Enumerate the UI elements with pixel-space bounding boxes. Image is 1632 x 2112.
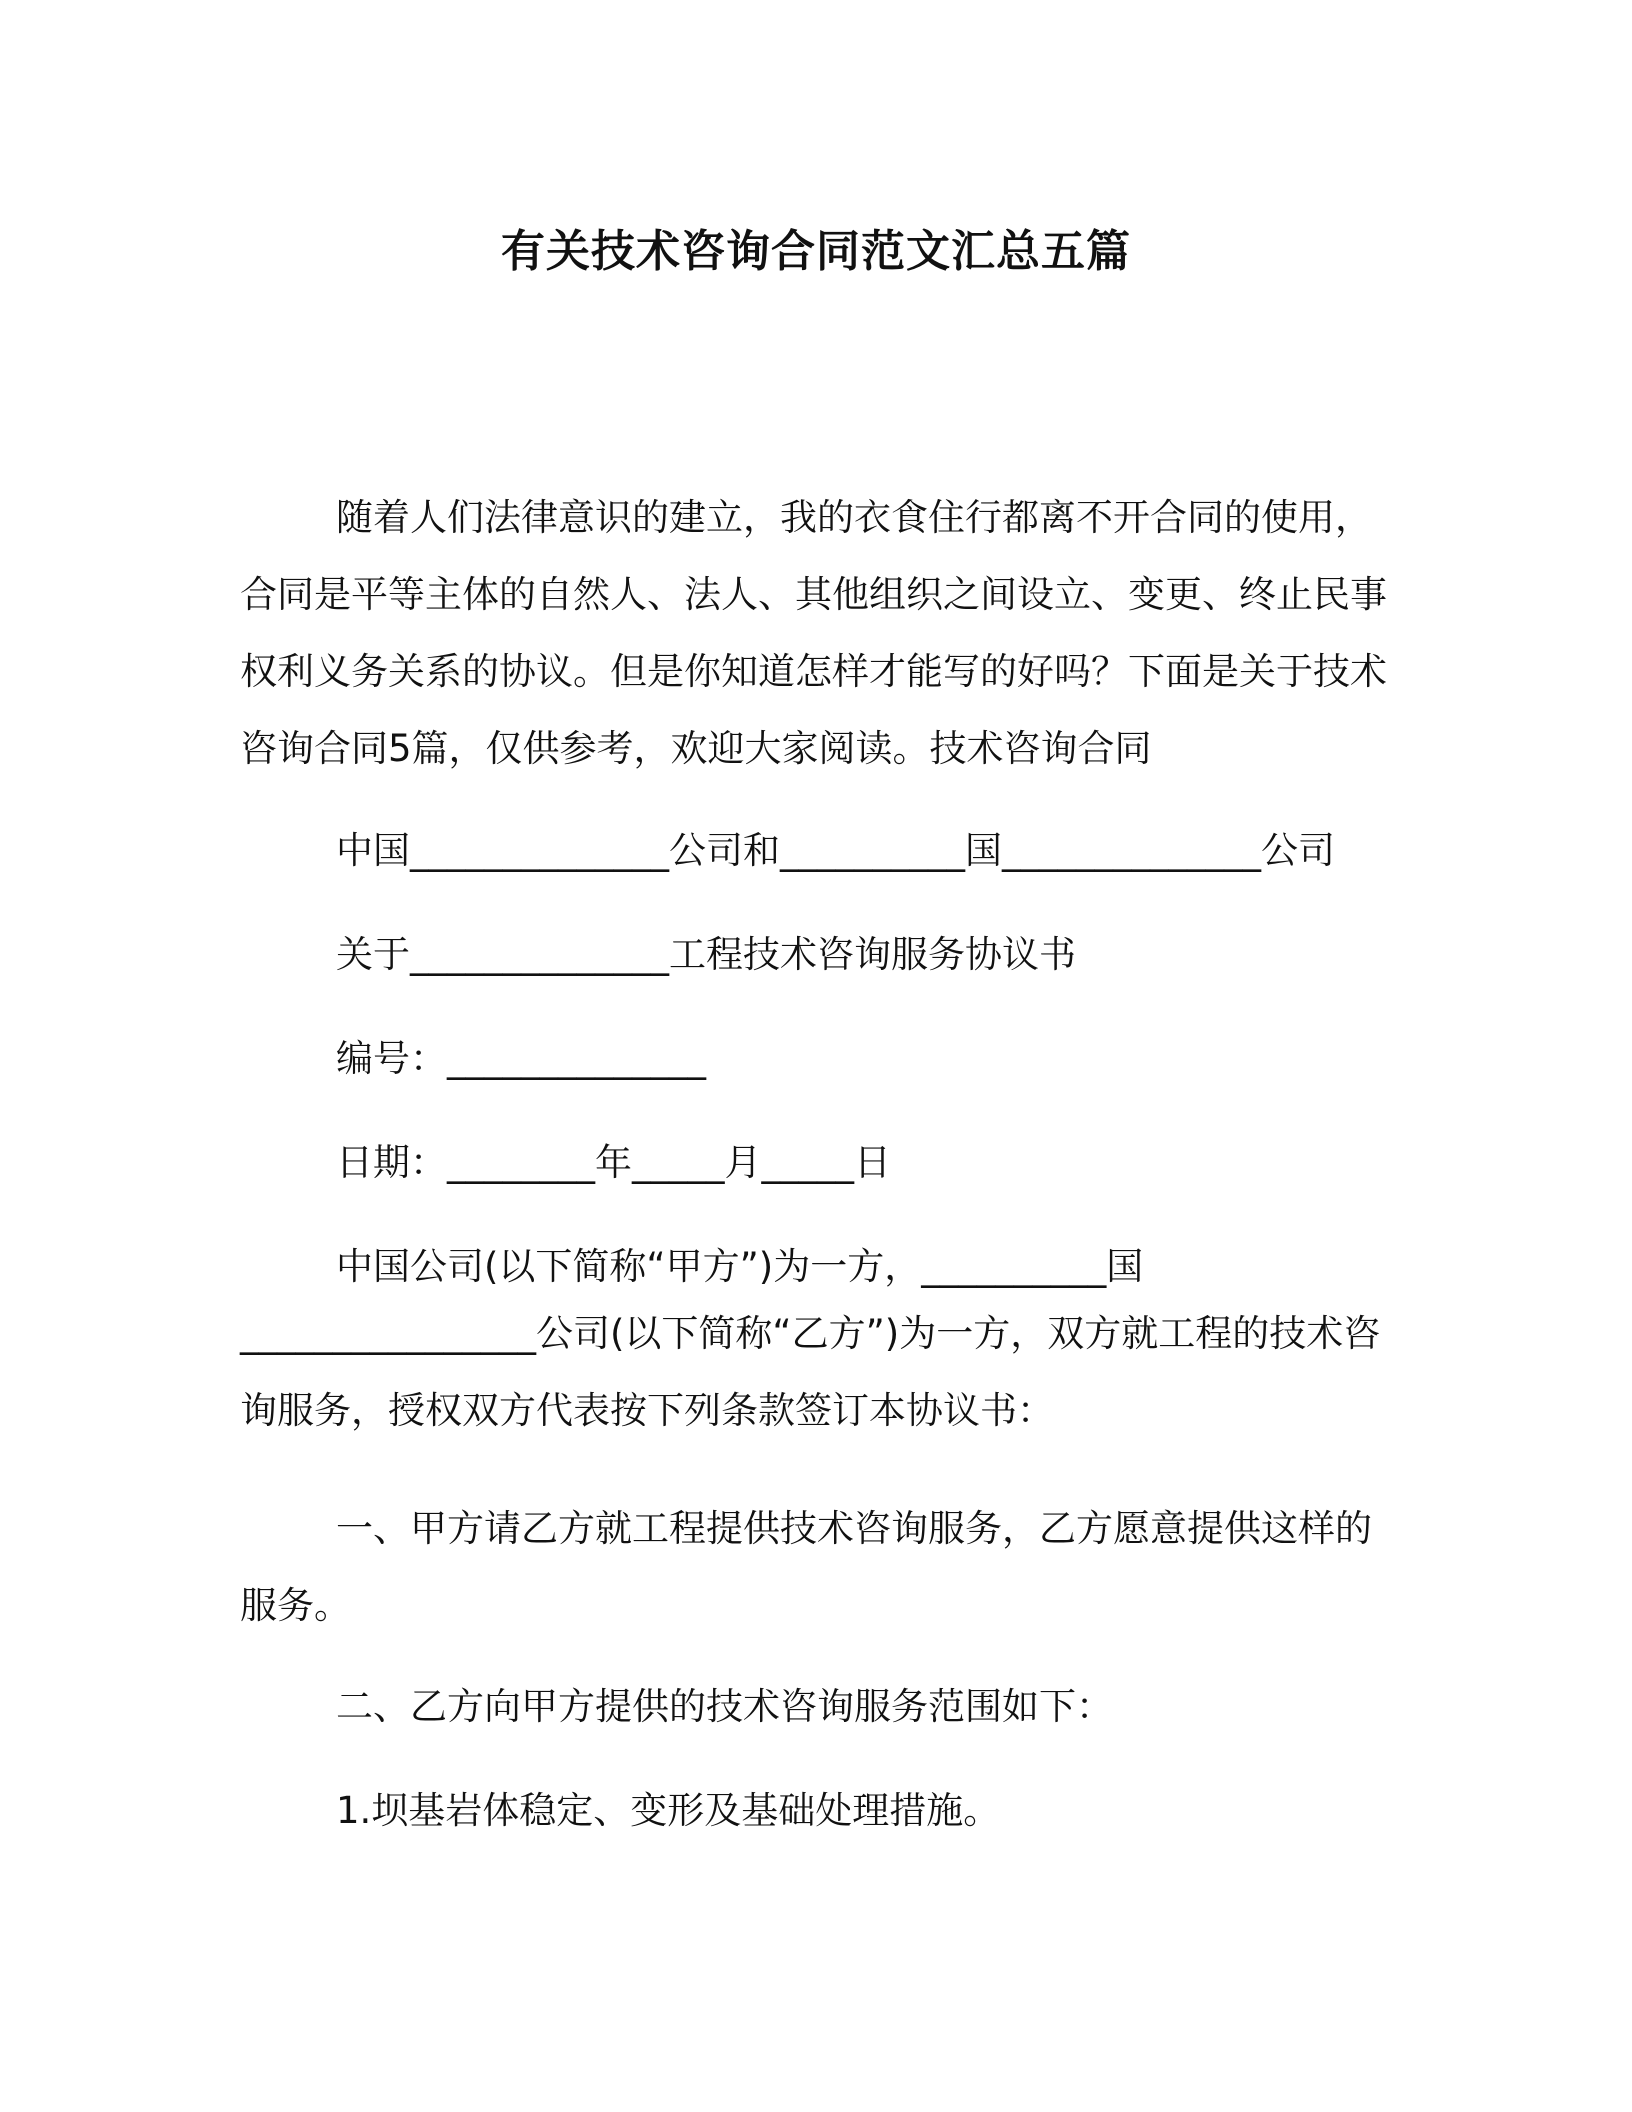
- clause-2: 二、乙方向甲方提供的技术咨询服务范围如下：: [336, 1685, 1113, 1728]
- document-title: 有关技术咨询合同范文汇总五篇: [501, 226, 1131, 277]
- preamble-line-1: 中国公司(以下简称“甲方”)为一方，__________国: [336, 1245, 1144, 1288]
- date-line: 日期：________年_____月_____日: [336, 1141, 891, 1184]
- preamble-continuation: ________________公司(以下简称“乙方”)为一方，双方就工程的技术咨询服务，授权双方代表按下列条款签订本协议书：: [240, 1312, 1381, 1432]
- clause-1: 一、甲方请乙方就工程提供技术咨询服务，乙方愿意提供这样的服务。: [240, 1507, 1372, 1627]
- number-line: 编号：______________: [336, 1037, 706, 1080]
- about-line: 关于______________工程技术咨询服务协议书: [336, 933, 1076, 976]
- parties-line: 中国______________公司和__________国______________公司: [336, 829, 1335, 872]
- intro-paragraph: 随着人们法律意识的建立，我的衣食住行都离不开合同的使用，合同是平等主体的自然人、法人、其他组织之间设立、变更、终止民事权利义务关系的协议。但是你知道怎样才能写的好吗？下面是关于技术咨询合同5篇，仅供参考，欢迎大家阅读。技术咨询合同: [240, 496, 1387, 770]
- item-1: 1.坝基岩体稳定、变形及基础处理措施。: [336, 1789, 1001, 1832]
